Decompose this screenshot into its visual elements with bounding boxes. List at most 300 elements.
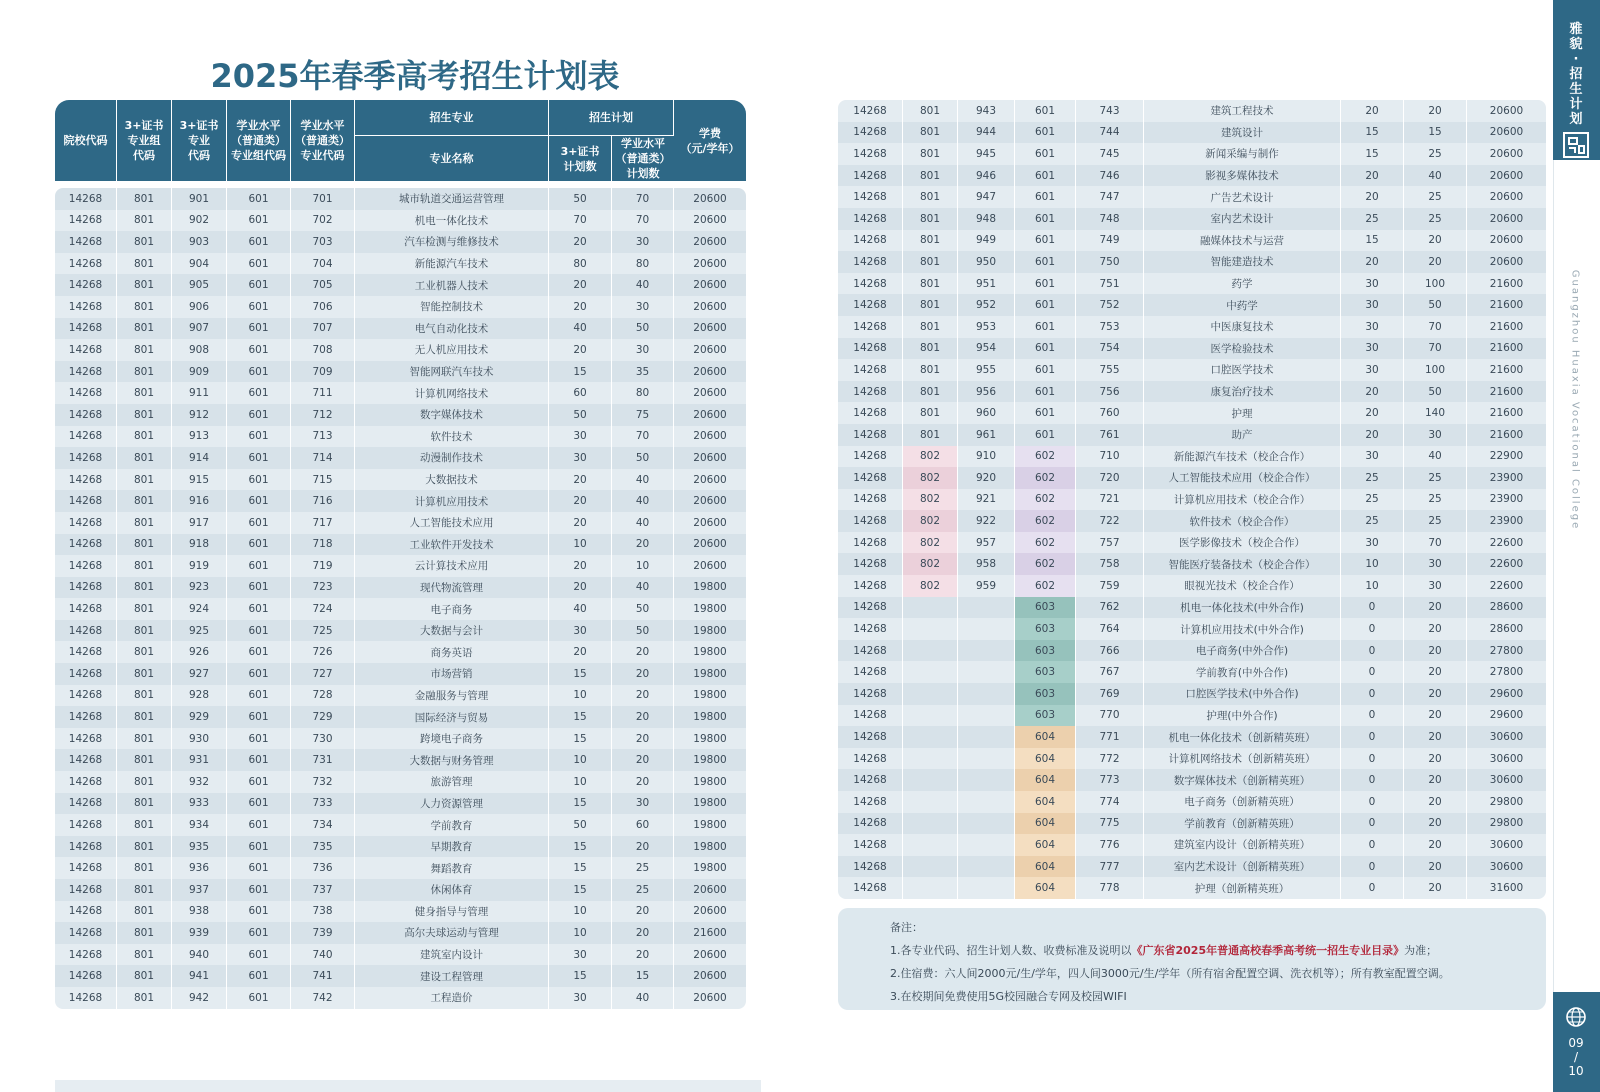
table-cell: 801 (117, 663, 172, 685)
table-cell: 758 (1076, 553, 1144, 575)
table-cell: 大数据技术 (355, 469, 549, 491)
table-cell: 756 (1076, 381, 1144, 403)
table-cell: 10 (612, 555, 674, 577)
table-cell: 20 (549, 296, 612, 318)
table-cell: 801 (903, 122, 958, 144)
table-row (55, 231, 746, 253)
table-cell: 40 (612, 987, 674, 1009)
table-cell: 19800 (674, 577, 746, 599)
table-cell: 29800 (1467, 791, 1546, 813)
table-cell: 0 (1341, 726, 1404, 748)
table-cell (903, 726, 958, 748)
table-cell: 601 (1015, 100, 1076, 122)
table-cell: 919 (172, 555, 227, 577)
table-cell: 603 (1015, 640, 1076, 662)
table-cell: 14268 (55, 490, 117, 512)
table-cell: 15 (549, 857, 612, 879)
table-cell: 30600 (1467, 856, 1546, 878)
table-cell: 70 (612, 188, 674, 210)
table-cell: 医学影像技术（校企合作） (1144, 532, 1341, 554)
table-cell: 912 (172, 404, 227, 426)
table-cell: 学前教育 (355, 814, 549, 836)
table-cell: 801 (903, 294, 958, 316)
table-cell: 21600 (1467, 338, 1546, 360)
table-cell: 口腔医学技术(中外合作) (1144, 683, 1341, 705)
table-row (838, 834, 1546, 856)
header-level-group-code: 学业水平 （普通类） 专业组代码 (227, 100, 291, 182)
table-cell: 无人机应用技术 (355, 339, 549, 361)
table-cell: 601 (1015, 122, 1076, 144)
right-table-block (838, 100, 1546, 899)
table-cell: 601 (227, 793, 291, 815)
table-cell: 801 (117, 814, 172, 836)
table-cell: 601 (227, 879, 291, 901)
admission-plan-table-right (838, 100, 1546, 899)
left-table-block (55, 100, 746, 1009)
table-cell: 19800 (674, 728, 746, 750)
table-cell: 931 (172, 749, 227, 771)
table-cell: 20600 (1467, 100, 1546, 122)
table-cell: 14268 (55, 879, 117, 901)
table-cell: 14268 (55, 534, 117, 556)
table-cell (958, 813, 1015, 835)
notes-line-1: 1.各专业代码、招生计划人数、收费标准及说明以《广东省2025年普通高校春季高考统一招生专业目录》为准； (890, 944, 1438, 957)
table-cell: 735 (291, 836, 355, 858)
table-row (55, 534, 746, 556)
table-cell: 918 (172, 534, 227, 556)
table-cell: 601 (227, 361, 291, 383)
table-cell: 601 (1015, 381, 1076, 403)
table-cell: 20 (1404, 769, 1467, 791)
table-cell: 大数据与财务管理 (355, 749, 549, 771)
table-cell: 70 (1404, 338, 1467, 360)
table-cell: 959 (958, 575, 1015, 597)
table-cell: 951 (958, 273, 1015, 295)
table-cell: 601 (227, 922, 291, 944)
table-cell: 140 (1404, 402, 1467, 424)
table-cell: 745 (1076, 143, 1144, 165)
table-cell: 21600 (1467, 294, 1546, 316)
table-cell: 70 (1404, 532, 1467, 554)
table-cell: 801 (117, 987, 172, 1009)
table-cell: 14268 (55, 512, 117, 534)
table-cell: 舞蹈教育 (355, 857, 549, 879)
table-cell: 动漫制作技术 (355, 447, 549, 469)
table-cell: 749 (1076, 230, 1144, 252)
table-cell: 15 (549, 836, 612, 858)
table-cell: 药学 (1144, 273, 1341, 295)
table-cell: 19800 (674, 814, 746, 836)
table-cell: 50 (612, 620, 674, 642)
table-cell: 601 (1015, 230, 1076, 252)
table-cell: 20 (1404, 100, 1467, 122)
table-row (838, 489, 1546, 511)
table-row (55, 987, 746, 1009)
table-cell: 14268 (838, 834, 903, 856)
table-cell: 910 (958, 446, 1015, 468)
table-cell: 30600 (1467, 834, 1546, 856)
table-cell: 913 (172, 426, 227, 448)
table-cell (903, 834, 958, 856)
table-cell: 20600 (674, 944, 746, 966)
table-cell: 30 (1341, 273, 1404, 295)
table-cell: 601 (227, 965, 291, 987)
table-cell: 802 (903, 510, 958, 532)
table-cell: 软件技术（校企合作） (1144, 510, 1341, 532)
table-cell: 20 (1341, 402, 1404, 424)
table-row (55, 771, 746, 793)
table-cell: 772 (1076, 748, 1144, 770)
table-cell: 金融服务与管理 (355, 685, 549, 707)
table-cell: 14268 (55, 771, 117, 793)
table-cell: 733 (291, 793, 355, 815)
table-cell: 40 (549, 598, 612, 620)
table-cell: 20 (1404, 856, 1467, 878)
table-cell (958, 618, 1015, 640)
table-cell: 739 (291, 922, 355, 944)
table-cell: 50 (549, 188, 612, 210)
table-cell: 0 (1341, 705, 1404, 727)
table-cell: 早期教育 (355, 836, 549, 858)
table-cell: 20 (1404, 618, 1467, 640)
table-cell: 21600 (1467, 359, 1546, 381)
table-row (838, 316, 1546, 338)
table-cell: 40 (612, 469, 674, 491)
table-cell: 20 (549, 641, 612, 663)
table-cell: 930 (172, 728, 227, 750)
table-cell: 801 (117, 447, 172, 469)
table-row (838, 791, 1546, 813)
table-cell: 100 (1404, 273, 1467, 295)
table-cell: 924 (172, 598, 227, 620)
table-cell: 工业软件开发技术 (355, 534, 549, 556)
table-cell: 20 (612, 749, 674, 771)
table-cell: 20600 (1467, 186, 1546, 208)
table-cell: 801 (117, 188, 172, 210)
table-cell: 14268 (838, 230, 903, 252)
table-cell: 27800 (1467, 661, 1546, 683)
table-cell: 大数据与会计 (355, 620, 549, 642)
table-cell: 727 (291, 663, 355, 685)
table-cell: 603 (1015, 661, 1076, 683)
table-cell: 601 (227, 382, 291, 404)
table-cell: 14268 (55, 965, 117, 987)
table-cell: 20600 (674, 965, 746, 987)
table-cell: 14268 (55, 555, 117, 577)
table-cell: 801 (903, 273, 958, 295)
table-cell: 601 (227, 857, 291, 879)
table-cell: 机电一体化技术 (355, 210, 549, 232)
table-row (838, 446, 1546, 468)
table-cell: 14268 (55, 598, 117, 620)
table-cell: 601 (227, 426, 291, 448)
table-cell: 14268 (838, 446, 903, 468)
table-cell: 601 (227, 274, 291, 296)
table-cell: 602 (1015, 467, 1076, 489)
table-cell: 计算机应用技术(中外合作) (1144, 618, 1341, 640)
table-cell: 777 (1076, 856, 1144, 878)
table-cell: 30 (612, 296, 674, 318)
table-row (55, 361, 746, 383)
table-cell: 20 (1341, 186, 1404, 208)
table-cell: 20 (1404, 661, 1467, 683)
table-cell: 25 (612, 857, 674, 879)
table-cell: 室内艺术设计（创新精英班） (1144, 856, 1341, 878)
table-cell: 20600 (674, 296, 746, 318)
table-row (838, 359, 1546, 381)
table-cell: 14268 (838, 618, 903, 640)
table-cell: 14268 (838, 122, 903, 144)
table-cell: 20600 (674, 274, 746, 296)
table-cell: 75 (612, 404, 674, 426)
table-row (55, 512, 746, 534)
table-cell: 909 (172, 361, 227, 383)
table-cell: 708 (291, 339, 355, 361)
table-cell: 30600 (1467, 748, 1546, 770)
table-cell: 高尔夫球运动与管理 (355, 922, 549, 944)
table-cell: 14268 (55, 469, 117, 491)
table-cell: 19800 (674, 685, 746, 707)
table-cell: 921 (958, 489, 1015, 511)
table-row (55, 728, 746, 750)
table-cell: 20600 (674, 512, 746, 534)
sidebar (1553, 0, 1600, 1092)
table-cell: 601 (227, 663, 291, 685)
table-cell: 0 (1341, 856, 1404, 878)
table-cell: 953 (958, 316, 1015, 338)
table-cell: 601 (227, 771, 291, 793)
table-cell: 933 (172, 793, 227, 815)
table-cell: 914 (172, 447, 227, 469)
table-cell: 771 (1076, 726, 1144, 748)
table-row (838, 813, 1546, 835)
table-row (55, 814, 746, 836)
table-cell: 802 (903, 489, 958, 511)
table-cell: 14268 (55, 814, 117, 836)
table-cell: 20 (549, 555, 612, 577)
table-cell: 10 (1341, 575, 1404, 597)
table-cell: 数字媒体技术 (355, 404, 549, 426)
table-cell: 0 (1341, 748, 1404, 770)
table-cell: 14268 (838, 877, 903, 899)
table-row (838, 186, 1546, 208)
table-cell: 801 (117, 728, 172, 750)
table-cell: 40 (549, 318, 612, 340)
table-cell: 723 (291, 577, 355, 599)
table-cell (903, 705, 958, 727)
table-cell: 939 (172, 922, 227, 944)
table-cell: 954 (958, 338, 1015, 360)
table-cell: 601 (227, 987, 291, 1009)
table-cell: 80 (549, 253, 612, 275)
table-cell: 801 (117, 512, 172, 534)
right-table-body (838, 100, 1546, 899)
table-row (838, 532, 1546, 554)
header-cert-group-code: 3+证书 专业组 代码 (117, 100, 172, 182)
table-row (55, 641, 746, 663)
table-cell: 801 (117, 965, 172, 987)
table-cell: 14268 (55, 987, 117, 1009)
table-cell: 948 (958, 208, 1015, 230)
table-row (838, 338, 1546, 360)
table-cell: 口腔医学技术 (1144, 359, 1341, 381)
table-cell: 20600 (1467, 122, 1546, 144)
table-cell: 14268 (838, 165, 903, 187)
table-cell: 旅游管理 (355, 771, 549, 793)
table-cell: 604 (1015, 877, 1076, 899)
table-cell: 20600 (674, 382, 746, 404)
table-cell: 15 (1404, 122, 1467, 144)
table-cell (903, 683, 958, 705)
table-cell: 20600 (1467, 143, 1546, 165)
table-row (55, 706, 746, 728)
table-cell: 947 (958, 186, 1015, 208)
table-cell: 30 (1341, 316, 1404, 338)
table-cell: 现代物流管理 (355, 577, 549, 599)
table-cell: 956 (958, 381, 1015, 403)
table-cell: 30600 (1467, 726, 1546, 748)
table-cell: 20600 (674, 469, 746, 491)
table-cell: 801 (117, 382, 172, 404)
table-cell: 747 (1076, 186, 1144, 208)
table-cell: 938 (172, 901, 227, 923)
table-cell: 740 (291, 944, 355, 966)
table-cell (958, 791, 1015, 813)
table-cell: 712 (291, 404, 355, 426)
table-row (55, 879, 746, 901)
table-cell: 机电一体化技术(中外合作) (1144, 597, 1341, 619)
table-row (55, 685, 746, 707)
header-cert-plan: 3+证书 计划数 (549, 136, 612, 182)
table-cell: 新能源汽车技术（校企合作） (1144, 446, 1341, 468)
table-row (838, 510, 1546, 532)
table-cell: 新闻采编与制作 (1144, 143, 1341, 165)
table-row (838, 856, 1546, 878)
table-cell: 716 (291, 490, 355, 512)
table-cell: 80 (612, 382, 674, 404)
table-cell: 19800 (674, 836, 746, 858)
table-row (838, 726, 1546, 748)
table-cell: 电子商务（创新精英班） (1144, 791, 1341, 813)
table-cell: 融媒体技术与运营 (1144, 230, 1341, 252)
table-cell: 14268 (838, 748, 903, 770)
table-cell: 10 (549, 534, 612, 556)
table-cell: 801 (117, 685, 172, 707)
table-cell: 20600 (1467, 165, 1546, 187)
table-cell: 25 (1341, 489, 1404, 511)
table-cell: 916 (172, 490, 227, 512)
table-cell: 601 (227, 749, 291, 771)
table-cell: 724 (291, 598, 355, 620)
table-cell: 14268 (55, 188, 117, 210)
table-cell: 14268 (838, 553, 903, 575)
table-cell: 电子商务 (355, 598, 549, 620)
notes-box (838, 908, 1546, 1010)
table-cell: 802 (903, 446, 958, 468)
table-cell: 机电一体化技术（创新精英班） (1144, 726, 1341, 748)
table-cell: 25 (1404, 510, 1467, 532)
table-cell: 30 (1341, 338, 1404, 360)
table-cell: 726 (291, 641, 355, 663)
table-cell: 15 (1341, 230, 1404, 252)
table-cell: 15 (549, 361, 612, 383)
table-cell: 801 (903, 208, 958, 230)
table-cell (958, 726, 1015, 748)
table-cell: 14268 (838, 251, 903, 273)
table-cell: 923 (172, 577, 227, 599)
admission-plan-table-left (55, 100, 746, 1009)
table-cell: 601 (227, 685, 291, 707)
table-cell: 0 (1341, 640, 1404, 662)
table-cell: 20600 (674, 188, 746, 210)
table-cell: 50 (612, 598, 674, 620)
table-cell: 601 (227, 577, 291, 599)
table-cell: 801 (117, 426, 172, 448)
table-cell: 601 (227, 447, 291, 469)
table-row (838, 553, 1546, 575)
table-cell: 21600 (1467, 273, 1546, 295)
table-cell: 25 (1404, 186, 1467, 208)
table-cell: 25 (1404, 489, 1467, 511)
table-cell: 14268 (838, 381, 903, 403)
table-cell: 汽车检测与维修技术 (355, 231, 549, 253)
table-row (838, 273, 1546, 295)
table-cell: 722 (1076, 510, 1144, 532)
table-row (838, 402, 1546, 424)
table-cell: 14268 (55, 793, 117, 815)
table-cell: 20600 (674, 210, 746, 232)
table-cell: 计算机应用技术 (355, 490, 549, 512)
table-row (838, 424, 1546, 446)
table-cell (903, 769, 958, 791)
table-cell: 30 (1341, 359, 1404, 381)
notes-line-3: 3.在校期间免费使用5G校园融合专网及校园WIFI (890, 990, 1127, 1003)
table-cell: 801 (903, 100, 958, 122)
table-cell: 732 (291, 771, 355, 793)
table-cell: 703 (291, 231, 355, 253)
table-cell: 0 (1341, 618, 1404, 640)
table-row (838, 597, 1546, 619)
table-cell: 927 (172, 663, 227, 685)
table-cell: 22600 (1467, 553, 1546, 575)
table-cell (903, 661, 958, 683)
table-cell: 0 (1341, 683, 1404, 705)
table-cell: 20 (1341, 424, 1404, 446)
college-english-name: Guangzhou Huaxia Vocational College (1569, 269, 1581, 531)
table-cell: 0 (1341, 791, 1404, 813)
table-cell: 23900 (1467, 467, 1546, 489)
table-cell: 731 (291, 749, 355, 771)
table-cell (903, 748, 958, 770)
table-cell: 20 (1404, 813, 1467, 835)
table-cell: 802 (903, 467, 958, 489)
table-cell: 20 (1404, 834, 1467, 856)
table-cell: 14268 (838, 208, 903, 230)
table-cell: 20 (1404, 640, 1467, 662)
table-cell: 14268 (838, 813, 903, 835)
header-level-plan: 学业水平 （普通类） 计划数 (612, 136, 674, 182)
table-cell: 801 (903, 251, 958, 273)
table-cell: 946 (958, 165, 1015, 187)
table-cell: 601 (1015, 294, 1076, 316)
table-cell: 704 (291, 253, 355, 275)
table-cell: 14268 (838, 467, 903, 489)
table-cell: 14268 (838, 402, 903, 424)
table-cell: 14268 (55, 404, 117, 426)
table-cell: 941 (172, 965, 227, 987)
table-cell: 601 (227, 598, 291, 620)
table-cell: 602 (1015, 553, 1076, 575)
